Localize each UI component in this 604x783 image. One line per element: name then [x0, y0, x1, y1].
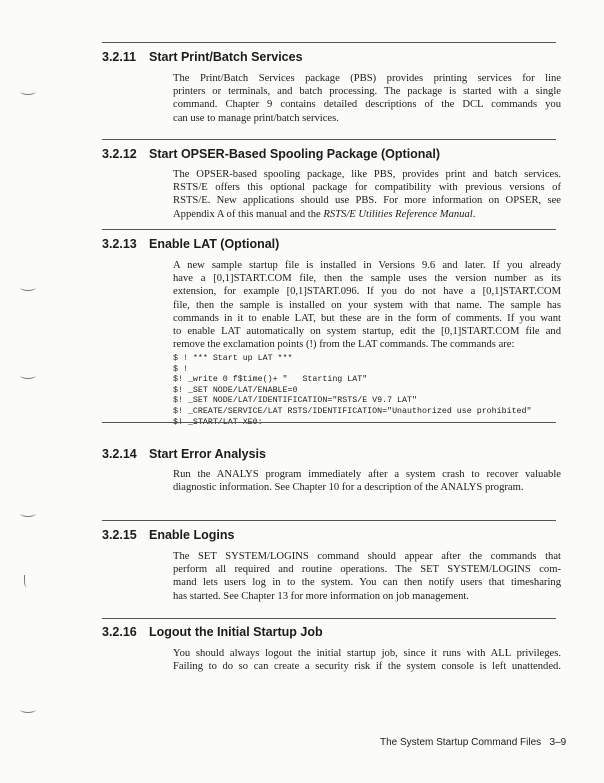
binding-mark	[20, 372, 36, 379]
section-rule	[102, 42, 556, 43]
body-line: to enable LAT automatically on system startup, edit the [0,1]START.COM file and	[173, 326, 561, 338]
binding-mark	[20, 510, 36, 517]
body-line: RSTS/E offers this optional package for compatibility with previous versions of	[173, 182, 561, 194]
body-line: file, then the sample is installed on your system with that name. The sample has	[173, 299, 561, 311]
body-text: Appendix A of this manual and the	[173, 208, 324, 220]
page-footer	[380, 737, 567, 748]
section-heading	[102, 50, 562, 64]
body-line: Failing to do so can create a security risk if the system console is left unattended.	[173, 661, 561, 673]
section-number: 3.2.16	[102, 625, 137, 639]
section-title: Logout the Initial Startup Job	[149, 625, 323, 639]
body-line: can use to manage print/batch services.	[173, 112, 339, 124]
body-line: A new sample startup file is installed in Versions 9.6 and later. If you already	[173, 260, 561, 271]
section-number: 3.2.13	[102, 237, 137, 251]
section-body	[173, 647, 561, 673]
footer-chapter-title: The System Startup Command Files	[380, 737, 542, 748]
footer-page-number: 3–9	[549, 737, 567, 748]
section-body	[173, 168, 561, 221]
body-line: You should always logout the initial startup job, since it runs with ALL privileges.	[173, 648, 561, 659]
body-line: has started. See Chapter 13 for more information on job management.	[173, 590, 469, 602]
code-line: $! _write 0 f$time()+ " Starting LAT"	[173, 375, 368, 385]
section-body	[173, 550, 561, 603]
body-line	[173, 208, 561, 221]
section-rule	[102, 618, 556, 619]
section-number: 3.2.11	[102, 50, 137, 64]
section-rule	[102, 229, 556, 230]
code-line: $! _SET NODE/LAT/IDENTIFICATION="RSTS/E V9.7 LAT"	[173, 396, 417, 406]
body-line: printers or terminals, and batch processing. The package is started with a single	[173, 86, 561, 98]
section-title: Start OPSER-Based Spooling Package (Optional)	[149, 147, 441, 161]
section-rule	[102, 139, 556, 140]
body-line: have a [0,1]START.COM file, then the sample uses the version number as its	[173, 273, 561, 285]
body-line: The Print/Batch Services package (PBS) provides printing services for line	[173, 73, 561, 84]
section-rule	[102, 422, 556, 423]
body-line: perform all required and routine operations. The SET SYSTEM/LOGINS com-	[173, 564, 561, 576]
body-line: mand lets users log in to the system. You can then notify users that timesharing	[173, 577, 561, 589]
code-line: $ ! *** Start up LAT ***	[173, 354, 293, 363]
section-body	[173, 72, 561, 125]
section-rule	[102, 520, 556, 521]
body-line: command. Chapter 9 contains detailed descriptions of the DCL commands you	[173, 99, 561, 111]
body-line: The SET SYSTEM/LOGINS command should appear after the commands that	[173, 551, 561, 562]
section-heading	[102, 447, 562, 461]
binding-mark	[20, 706, 36, 713]
section-heading	[102, 528, 562, 542]
section-heading	[102, 625, 562, 639]
binding-mark	[20, 284, 36, 291]
section-title: Enable Logins	[149, 528, 235, 542]
section-title: Start Error Analysis	[149, 447, 266, 461]
code-line: $! _SET NODE/LAT/ENABLE=0	[173, 385, 298, 395]
section-number: 3.2.14	[102, 447, 137, 461]
section-heading	[102, 147, 562, 161]
body-line: The OPSER-based spooling package, like PBS, provides print and batch services.	[173, 169, 561, 180]
code-listing	[173, 354, 573, 428]
body-line: remove the exclamation points (!) from the LAT commands. The commands are:	[173, 339, 515, 351]
section-heading	[102, 237, 562, 251]
manual-title-reference: RSTS/E Utilities Reference Manual	[323, 208, 473, 220]
binding-mark	[20, 88, 36, 95]
binding-mark	[24, 575, 29, 587]
section-number: 3.2.15	[102, 528, 137, 542]
body-line: diagnostic information. See Chapter 10 for a description of the ANALYS program.	[173, 482, 524, 494]
section-title: Start Print/Batch Services	[149, 50, 303, 64]
code-line: $! _CREATE/SERVICE/LAT RSTS/IDENTIFICATION="Unauthorized use prohibited"	[173, 406, 532, 416]
body-line: commands in it to enable LAT, but these are in the form of comments. If you want	[173, 312, 561, 324]
body-text: .	[472, 208, 476, 220]
body-line: RSTS/E. New applications should use PBS. For more information on OPSER, see	[173, 195, 561, 207]
code-line: $! _START/LAT XE0:	[173, 417, 263, 427]
body-line: Run the ANALYS program immediately after a system crash to recover valuable	[173, 469, 561, 480]
section-body	[173, 468, 561, 494]
section-title: Enable LAT (Optional)	[149, 237, 280, 251]
section-body	[173, 259, 561, 351]
code-line: $ !	[173, 364, 188, 374]
section-number: 3.2.12	[102, 147, 137, 161]
body-line: extension, for example [0,1]START.096. If you do not have a [0,1]START.COM	[173, 286, 561, 298]
